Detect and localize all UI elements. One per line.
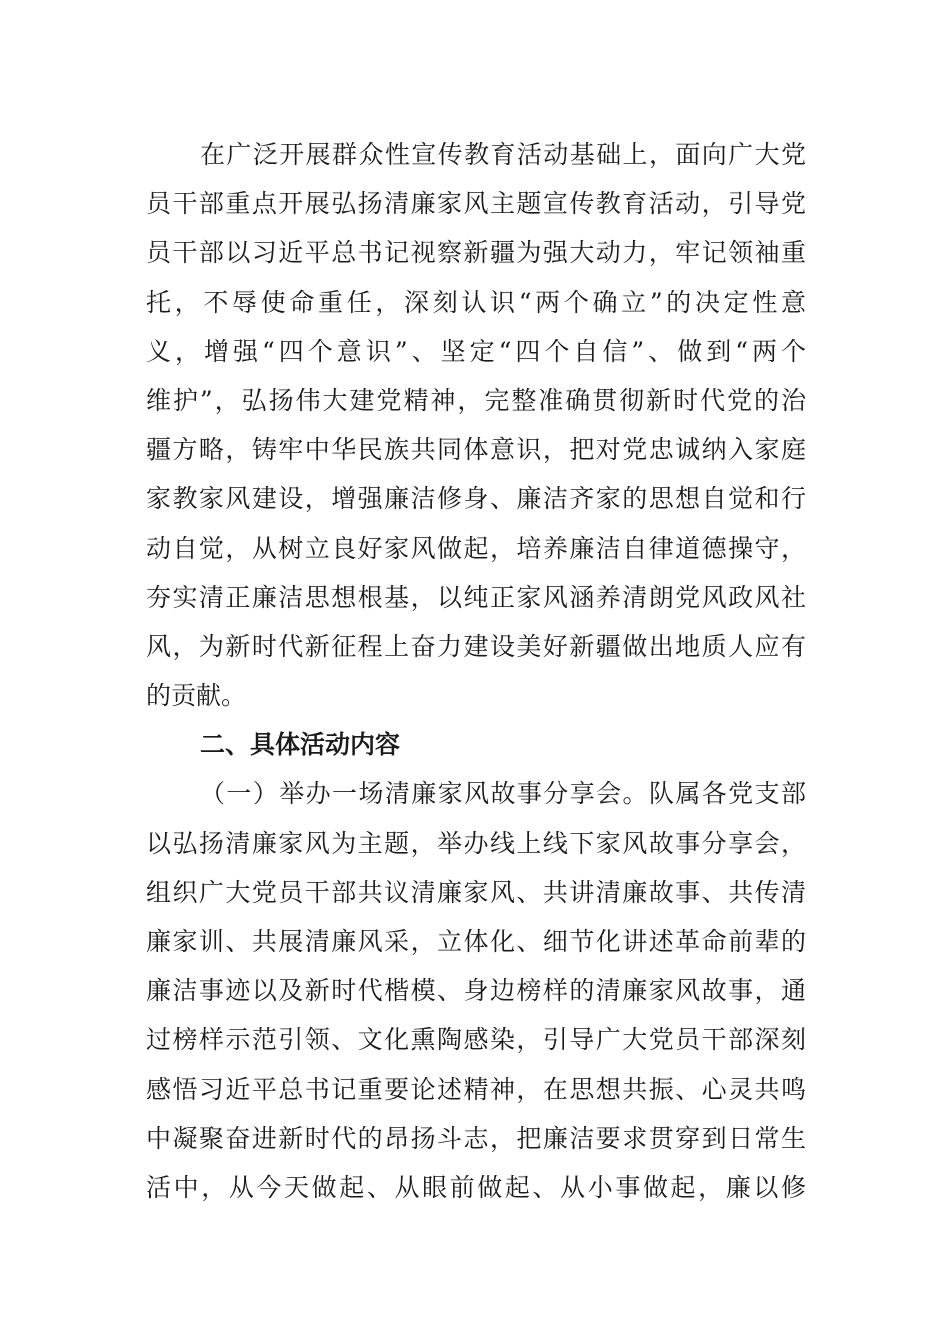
text-line: 动自觉，从树立良好家风做起，培养廉洁自律道德操守，	[146, 533, 806, 563]
document-body	[146, 130, 806, 1212]
paragraph-intro	[146, 130, 806, 720]
text-line: （一）举办一场清廉家风故事分享会。队属各党支部	[200, 779, 806, 809]
text-line: 以弘扬清廉家风为主题，举办线上线下家风故事分享会，	[146, 828, 806, 858]
paragraph-activity-1	[146, 769, 806, 1212]
text-line: 托，不辱使命重任，深刻认识“两个确立”的决定性意	[146, 287, 806, 317]
text-line: 员干部重点开展弘扬清廉家风主题宣传教育活动，引导党	[146, 189, 806, 219]
section-heading: 二、具体活动内容	[200, 730, 401, 760]
text-line: 夯实清正廉洁思想根基，以纯正家风涵养清朗党风政风社	[146, 582, 806, 612]
text-line: 过榜样示范引领、文化熏陶感染，引导广大党员干部深刻	[146, 1025, 806, 1055]
text-line: 廉家训、共展清廉风采，立体化、细节化讲述革命前辈的	[146, 927, 806, 956]
text-line: 风，为新时代新征程上奋力建设美好新疆做出地质人应有	[146, 631, 806, 661]
text-line: 疆方略，铸牢中华民族共同体意识，把对党忠诚纳入家庭	[146, 435, 806, 465]
text-line: 活中，从今天做起、从眼前做起、从小事做起，廉以修	[146, 1172, 806, 1202]
text-line: 员干部以习近平总书记视察新疆为强大动力，牢记领袖重	[146, 238, 806, 268]
text-line: 义，增强“四个意识”、坚定“四个自信”、做到“两个	[146, 336, 806, 366]
text-line: 组织广大党员干部共议清廉家风、共讲清廉故事、共传清	[146, 877, 806, 907]
text-line: 在广泛开展群众性宣传教育活动基础上，面向广大党	[200, 140, 806, 169]
text-line: 家教家风建设，增强廉洁修身、廉洁齐家的思想自觉和行	[146, 484, 806, 514]
text-line: 廉洁事迹以及新时代楷模、身边榜样的清廉家风故事，通	[146, 976, 806, 1006]
text-line: 感悟习近平总书记重要论述精神，在思想共振、心灵共鸣	[146, 1074, 806, 1104]
text-line: 的贡献。	[146, 681, 247, 711]
text-line: 中凝聚奋进新时代的昂扬斗志，把廉洁要求贯穿到日常生	[146, 1123, 806, 1153]
text-line: 维护”，弘扬伟大建党精神，完整准确贯彻新时代党的治	[146, 385, 806, 415]
